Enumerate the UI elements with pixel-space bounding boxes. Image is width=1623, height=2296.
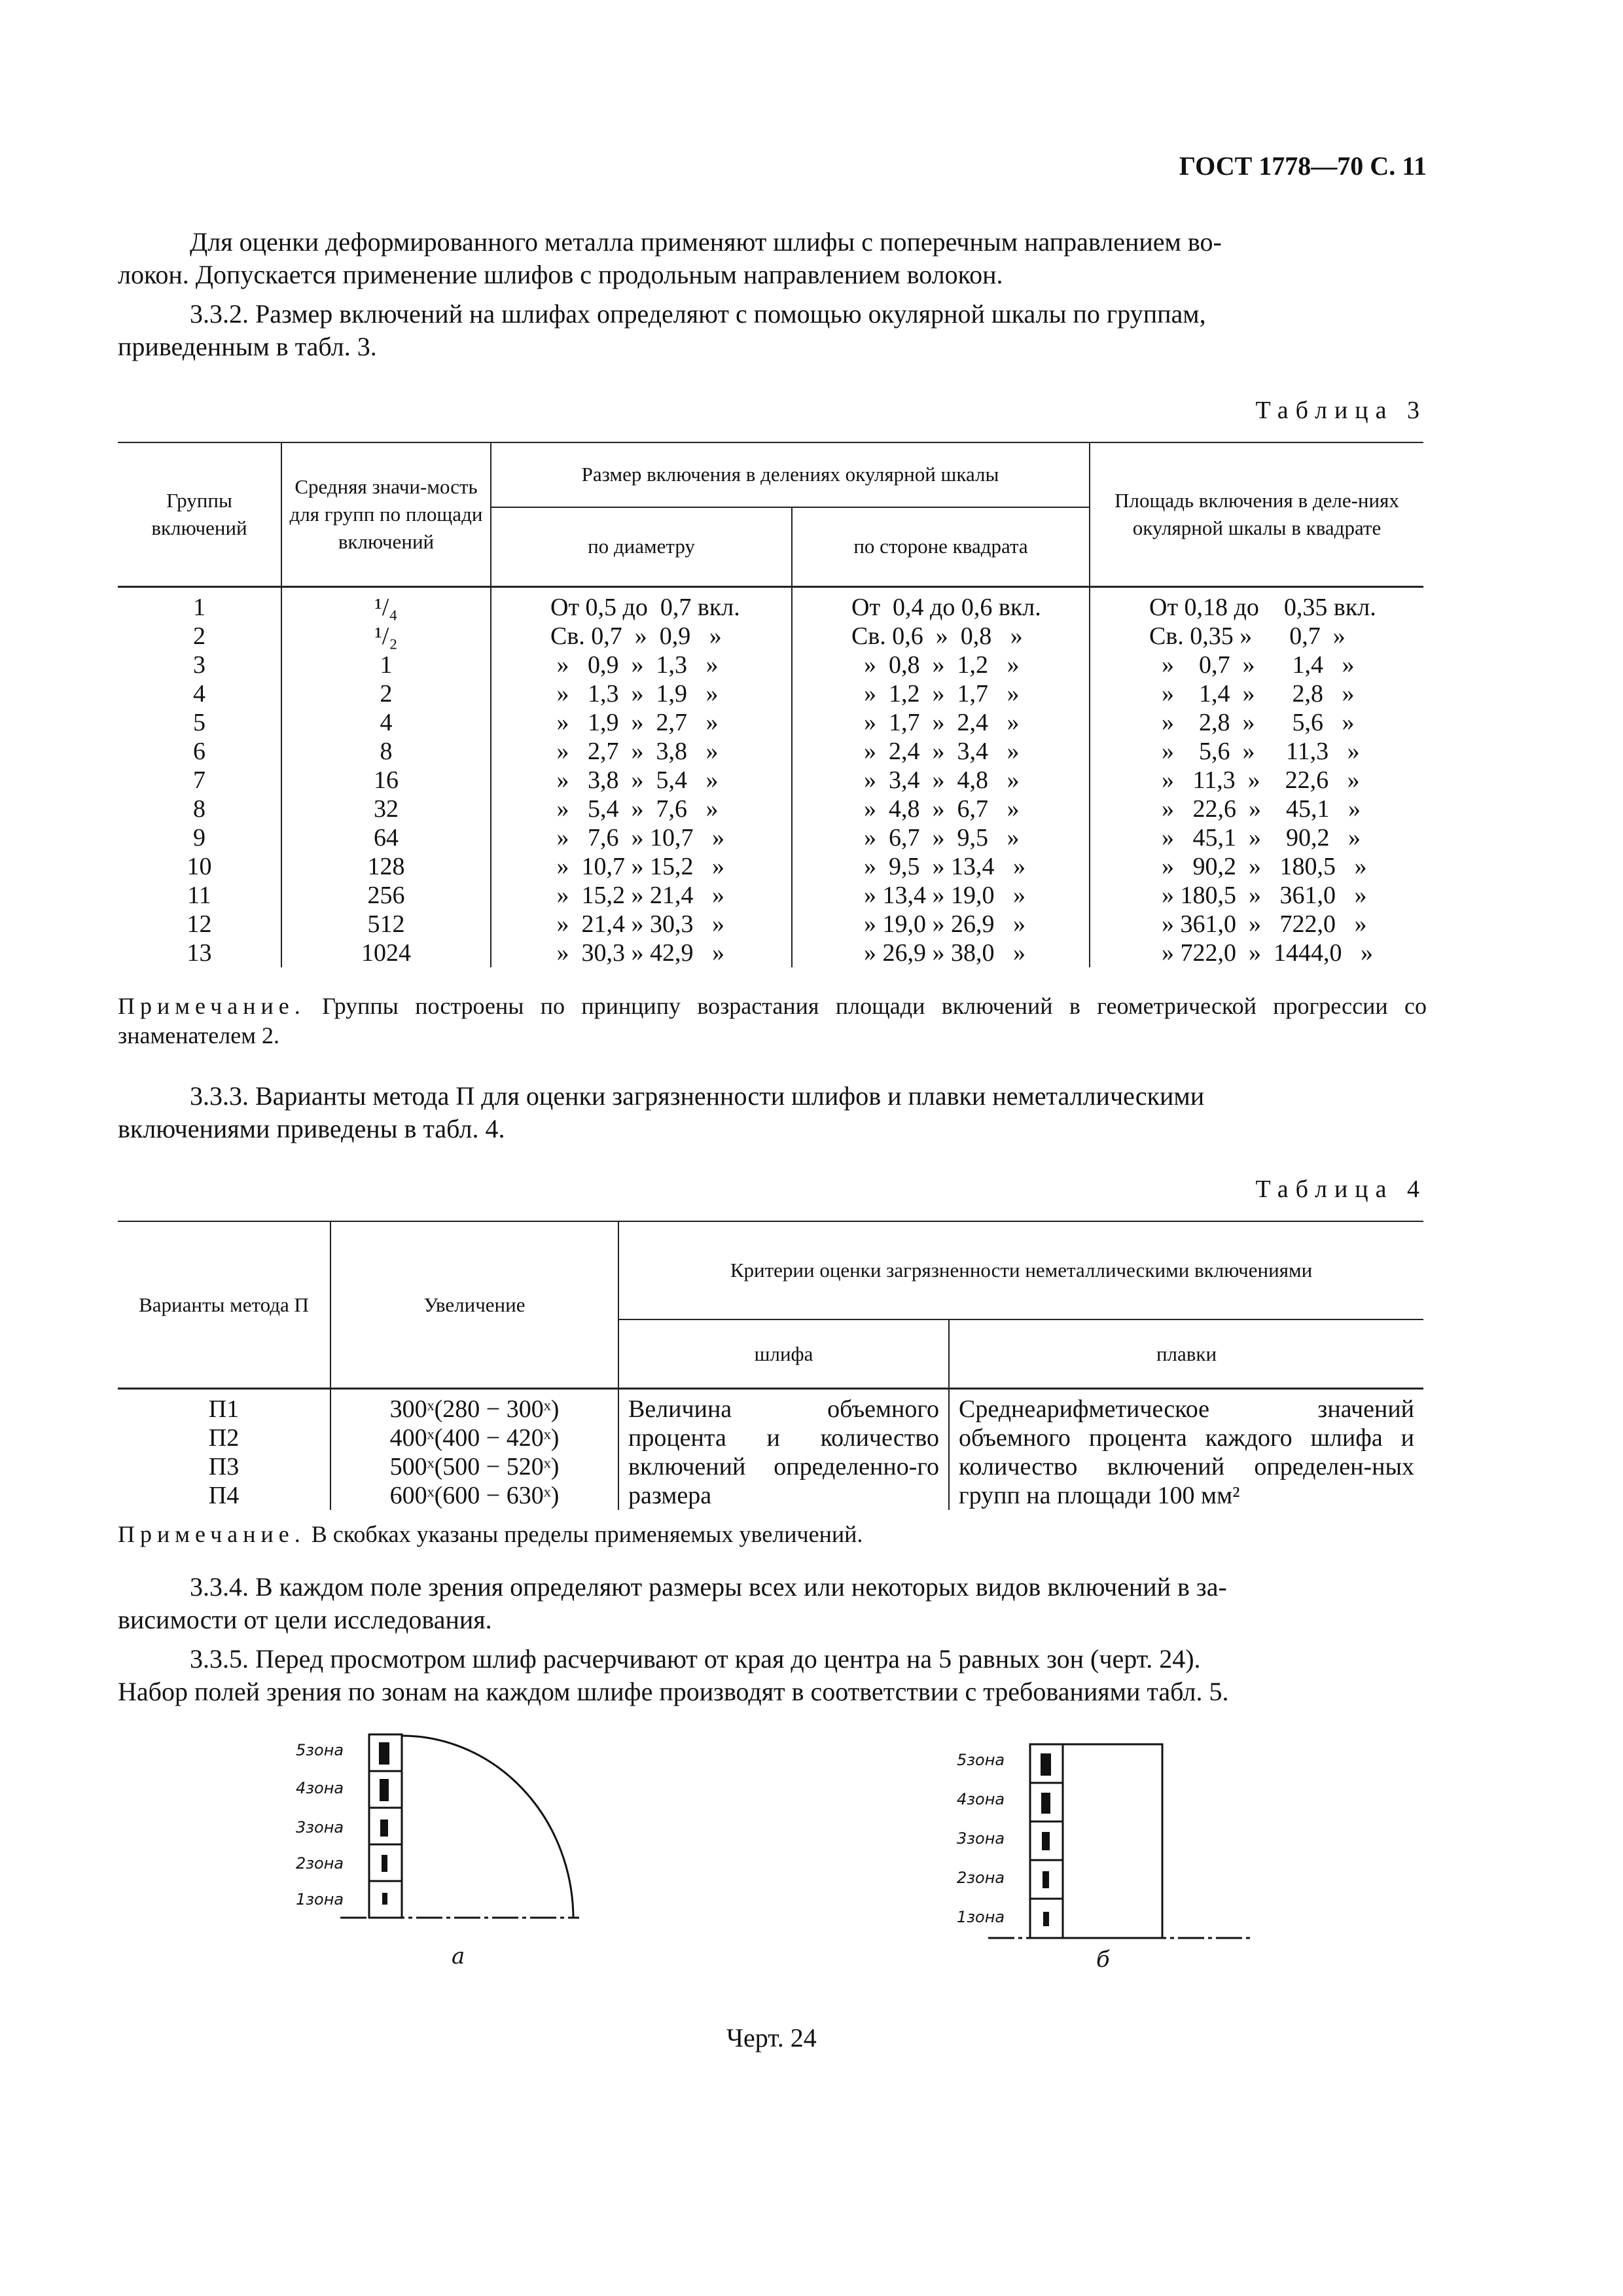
field-mark (1043, 1871, 1049, 1888)
paragraph-1b (118, 259, 1423, 291)
t3-cell: 2 (118, 622, 281, 651)
t3-cell: 12 (118, 910, 281, 939)
paragraph-2b (118, 331, 1423, 363)
t3-cell: 256 (281, 881, 491, 910)
t4-header-criteria: Критерии оценки загрязненности неметаллическими включениями (618, 1221, 1423, 1319)
paragraph-5b (118, 1676, 1423, 1708)
t3-cell: » 30,3 » 42,9 » (491, 939, 792, 967)
t3-cell: » 6,7 » 9,5 » (792, 823, 1090, 852)
note-text: В скобках указаны пределы применяемых увеличений. (305, 1521, 863, 1547)
t3-cell: » 1,2 » 1,7 » (792, 679, 1090, 708)
zone-label: 4зона (296, 1779, 344, 1797)
field-mark (1043, 1912, 1049, 1926)
table3-caption: Таблица 3 (1255, 397, 1427, 424)
t3-header-side: по стороне квадрата (792, 507, 1090, 587)
t3-cell: От 0,5 до 0,7 вкл. (491, 587, 792, 622)
t3-row (118, 708, 1423, 737)
t3-cell: 9 (118, 823, 281, 852)
t3-cell: 1 (281, 651, 491, 679)
t3-cell: » 5,6 » 11,3 » (1149, 738, 1360, 765)
t3-cell: 8 (281, 737, 491, 766)
t3-cell: ¹/₄ (281, 587, 491, 622)
t3-header-area: Площадь включения в деле-ниях окулярной шкалы в квадрате (1090, 442, 1423, 587)
t3-cell: Св. 0,35 » 0,7 » (1149, 622, 1346, 650)
paragraph-line: висимости от цели исследования. (118, 1605, 492, 1634)
paragraph-line: приведенным в табл. 3. (118, 332, 377, 361)
table4-caption: Таблица 4 (1255, 1175, 1427, 1203)
t3-cell: 64 (281, 823, 491, 852)
t3-cell: Св. 0,7 » 0,9 » (491, 622, 792, 651)
t3-cell: » 361,0 » 722,0 » (1149, 910, 1367, 938)
paragraph-1 (118, 226, 1423, 259)
t3-row (118, 823, 1423, 852)
label-b: б (1096, 1946, 1110, 1973)
field-mark (1041, 1793, 1050, 1814)
t3-cell: » 0,7 » 1,4 » (1149, 651, 1355, 679)
figure-caption: Черт. 24 (726, 2023, 817, 2053)
t3-cell: » 7,6 » 10,7 » (491, 823, 792, 852)
t3-cell: » 45,1 » 90,2 » (1149, 824, 1361, 852)
t3-cell: 4 (118, 679, 281, 708)
t3-cell: 4 (281, 708, 491, 737)
t4-header-section: шлифа (618, 1319, 949, 1389)
page-header: ГОСТ 1778—70 С. 11 (1179, 151, 1427, 181)
zone-label: 1зона (957, 1908, 1005, 1926)
t3-row (118, 622, 1423, 651)
table4-note (118, 1520, 1427, 1549)
paragraph-2 (118, 298, 1423, 331)
t3-row (118, 737, 1423, 766)
note-label: Примечание. (118, 1521, 306, 1547)
t3-row (118, 852, 1423, 881)
field-mark (382, 1855, 387, 1872)
t3-cell: » 21,4 » 30,3 » (491, 910, 792, 939)
t3-cell: » 3,4 » 4,8 » (792, 766, 1090, 795)
zone-label: 2зона (296, 1854, 344, 1873)
t3-cell: » 180,5 » 361,0 » (1149, 882, 1367, 909)
t3-cell: 32 (281, 795, 491, 823)
t3-header-groups: Группы включений (118, 442, 281, 587)
t3-cell: » 9,5 » 13,4 » (792, 852, 1090, 881)
t3-cell: » 1,9 » 2,7 » (491, 708, 792, 737)
t3-cell: » 15,2 » 21,4 » (491, 881, 792, 910)
t4-variants-cell (118, 1389, 330, 1511)
field-mark (380, 1779, 389, 1801)
t3-cell: » 10,7 » 15,2 » (491, 852, 792, 881)
t3-cell: » 722,0 » 1444,0 » (1149, 939, 1373, 967)
t3-cell: 5 (118, 708, 281, 737)
field-mark (382, 1893, 387, 1905)
t3-row (118, 795, 1423, 823)
table-4 (118, 1221, 1423, 1510)
paragraph-4b (118, 1604, 1423, 1636)
paragraph-line: 3.3.4. В каждом поле зрения определяют размеры всех или некоторых видов включений в за- (190, 1572, 1227, 1602)
t4-variant: П3 (208, 1453, 240, 1480)
t3-cell: » 1,3 » 1,9 » (491, 679, 792, 708)
t3-cell: 6 (118, 737, 281, 766)
t3-cell: » 4,8 » 6,7 » (792, 795, 1090, 823)
t3-cell: » 5,4 » 7,6 » (491, 795, 792, 823)
t3-header-size: Размер включения в делениях окулярной шкалы (491, 442, 1090, 507)
t3-cell: От 0,18 до 0,35 вкл. (1149, 594, 1376, 621)
zone-label: 5зона (957, 1751, 1005, 1769)
t4-header-magnification: Увеличение (330, 1221, 618, 1389)
field-mark (1042, 1832, 1050, 1850)
t3-cell: Св. 0,6 » 0,8 » (792, 622, 1090, 651)
t4-magnification: 500ˣ(500 − 520ˣ) (389, 1453, 560, 1480)
label-a: а (452, 1943, 465, 1969)
t4-variant: П4 (208, 1482, 240, 1509)
t3-row (118, 939, 1423, 967)
paragraph-line: локон. Допускается применение шлифов с продольным направлением волокон. (118, 260, 1003, 289)
t3-cell: От 0,4 до 0,6 вкл. (792, 587, 1090, 622)
t3-cell: » 2,8 » 5,6 » (1149, 709, 1355, 736)
t3-header-diameter: по диаметру (491, 507, 792, 587)
t3-cell: 128 (281, 852, 491, 881)
paragraph-line: 3.3.3. Варианты метода П для оценки загрязненности шлифов и плавки неметаллическими (190, 1081, 1205, 1111)
zone-diagram-a (288, 1728, 602, 1970)
t3-row (118, 651, 1423, 679)
paragraph-line: Набор полей зрения по зонам на каждом шлифе производят в соответствии с требованиями табл. 5. (118, 1677, 1229, 1706)
t4-section-cell: Величина объемного процента и количество включений определенно-го размера (618, 1389, 949, 1511)
t3-cell: 13 (118, 939, 281, 967)
t3-cell: » 22,6 » 45,1 » (1149, 795, 1361, 823)
t3-row (118, 587, 1423, 622)
t4-magnification: 400ˣ(400 − 420ˣ) (389, 1424, 560, 1452)
t3-row (118, 881, 1423, 910)
t3-cell: » 0,9 » 1,3 » (491, 651, 792, 679)
t3-cell: 2 (281, 679, 491, 708)
t3-cell: 1 (118, 587, 281, 622)
paragraph-3b (118, 1113, 1423, 1145)
t3-cell: » 11,3 » 22,6 » (1149, 766, 1360, 794)
field-mark (1041, 1753, 1051, 1776)
t4-magnification-cell (330, 1389, 618, 1511)
table3-note (118, 992, 1427, 1050)
field-mark (380, 1820, 388, 1837)
paragraph-4 (118, 1571, 1423, 1604)
zone-label: 3зона (296, 1818, 344, 1837)
t3-cell: 3 (118, 651, 281, 679)
t3-cell: » 19,0 » 26,9 » (792, 910, 1090, 939)
t4-header-variants: Варианты метода П (118, 1221, 330, 1389)
t3-cell: ¹/₂ (281, 622, 491, 651)
t3-header-mean: Средняя значи-мость для групп по площади включений (281, 442, 491, 587)
t3-cell: » 1,7 » 2,4 » (792, 708, 1090, 737)
paragraph-3 (118, 1080, 1423, 1113)
paragraph-line: 3.3.2. Размер включений на шлифах определяют с помощью окулярной шкалы по группам, (190, 299, 1206, 329)
t3-cell: » 0,8 » 1,2 » (792, 651, 1090, 679)
zone-label: 1зона (296, 1890, 344, 1909)
t3-row (118, 766, 1423, 795)
t3-cell: » 1,4 » 2,8 » (1149, 680, 1355, 708)
note-text: Группы построены по принципу возрастания площади включений в геометрической прогрессии со знаменателем 2. (118, 993, 1427, 1049)
field-mark (379, 1742, 389, 1765)
zone-diagram-b (942, 1738, 1257, 1980)
t3-cell: » 3,8 » 5,4 » (491, 766, 792, 795)
t3-cell: 8 (118, 795, 281, 823)
t3-row (118, 679, 1423, 708)
t3-cell: 11 (118, 881, 281, 910)
paragraph-line: 3.3.5. Перед просмотром шлиф расчерчивают от края до центра на 5 равных зон (черт. 24). (190, 1644, 1201, 1674)
t3-cell: 10 (118, 852, 281, 881)
t4-magnification: 300ˣ(280 − 300ˣ) (389, 1395, 560, 1423)
t3-cell: » 13,4 » 19,0 » (792, 881, 1090, 910)
t3-cell: 7 (118, 766, 281, 795)
t4-magnification: 600ˣ(600 − 630ˣ) (389, 1482, 560, 1509)
t3-row (118, 910, 1423, 939)
paragraph-5 (118, 1643, 1423, 1676)
zone-label: 3зона (957, 1829, 1005, 1848)
t3-cell: 512 (281, 910, 491, 939)
zone-label: 5зона (296, 1741, 344, 1759)
t3-cell: 16 (281, 766, 491, 795)
t4-melt-cell: Среднеарифметическое значений объемного процента каждого шлифа и количество включений определен-ных групп на площади 100 мм² (959, 1395, 1414, 1509)
t3-cell: » 2,4 » 3,4 » (792, 737, 1090, 766)
t3-cell: » 26,9 » 38,0 » (792, 939, 1090, 967)
table-3 (118, 442, 1423, 967)
t3-cell: » 2,7 » 3,8 » (491, 737, 792, 766)
paragraph-line: включениями приведены в табл. 4. (118, 1114, 505, 1143)
quarter-arc (402, 1736, 573, 1918)
t4-variant: П1 (208, 1395, 240, 1423)
note-label: Примечание. (118, 993, 306, 1019)
t3-cell: » 90,2 » 180,5 » (1149, 853, 1367, 880)
zone-label: 2зона (957, 1869, 1005, 1887)
t4-header-melt: плавки (949, 1319, 1423, 1389)
zone-label: 4зона (957, 1790, 1005, 1808)
paragraph-line: Для оценки деформированного металла применяют шлифы с поперечным направлением во- (190, 227, 1222, 257)
t4-variant: П2 (208, 1424, 240, 1452)
t3-cell: 1024 (281, 939, 491, 967)
